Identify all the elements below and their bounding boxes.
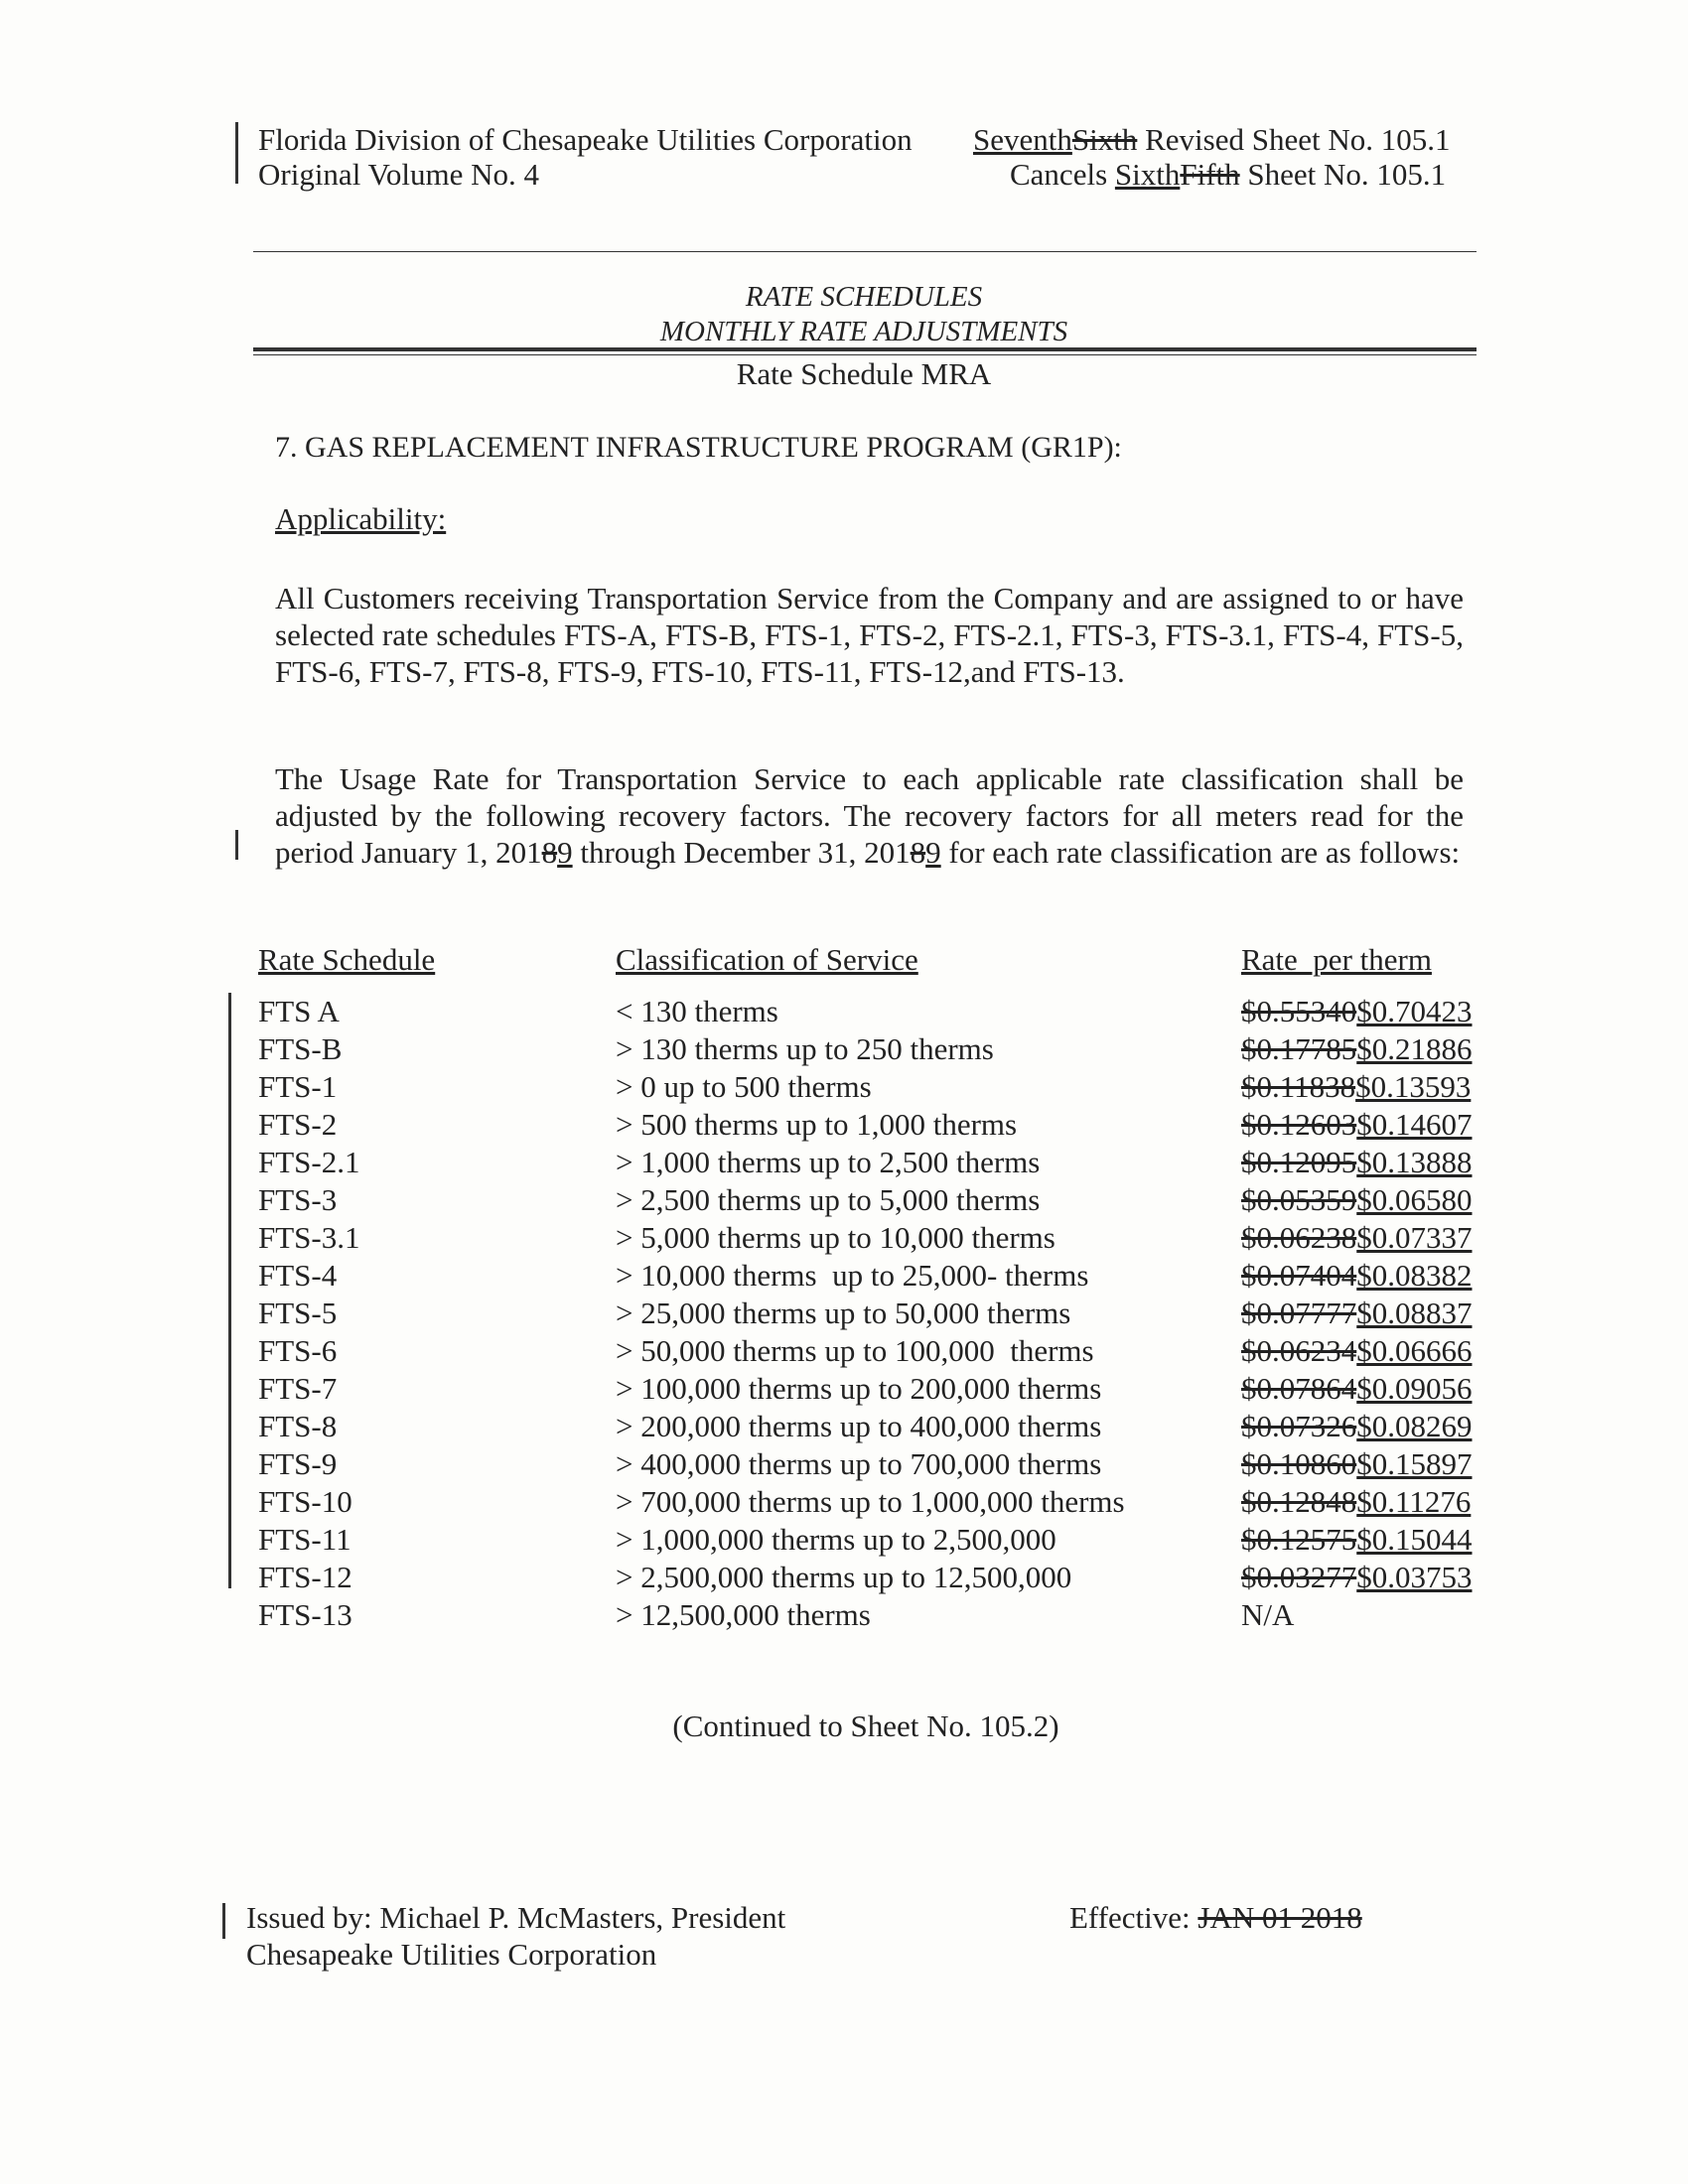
sheet-rest-text: Revised Sheet No. 105.1: [1137, 122, 1451, 157]
rate-cell: [1241, 1068, 1471, 1106]
rate-schedule-cell: FTS-1: [258, 1069, 338, 1104]
rate-schedule-cell: FTS-3: [258, 1182, 338, 1217]
usage-rate-paragraph: [275, 760, 1464, 871]
rate-schedule-cell: FTS-12: [258, 1560, 352, 1594]
issuer-company: Chesapeake Utilities Corporation: [246, 1937, 657, 1972]
new-rate: $0.21886: [1356, 1031, 1473, 1066]
table-row: [0, 1295, 1688, 1332]
rate-cell: [1241, 1144, 1473, 1181]
table-row: [0, 1445, 1688, 1483]
rate-cell: [1241, 1219, 1473, 1257]
issued-by: Issued by: Michael P. McMasters, President: [246, 1900, 786, 1935]
rate-schedule-cell: FTS-3.1: [258, 1220, 360, 1255]
cancels-sheet: [1010, 156, 1446, 193]
old-rate: $0.06234: [1241, 1333, 1357, 1368]
old-rate: $0.07777: [1241, 1296, 1357, 1330]
new-rate: $0.08382: [1356, 1258, 1473, 1293]
old-rate: $0.11838: [1241, 1069, 1356, 1104]
new-rate: $0.06580: [1356, 1182, 1473, 1217]
classification-cell: > 700,000 therms up to 1,000,000 therms: [616, 1484, 1125, 1519]
classification-cell: > 2,500,000 therms up to 12,500,000: [616, 1560, 1072, 1594]
sheet-number: [973, 121, 1450, 158]
new-rate: $0.13593: [1355, 1069, 1472, 1104]
new-rate: $0.15897: [1356, 1446, 1473, 1481]
rate-cell: [1241, 1596, 1294, 1634]
table-row: [0, 1106, 1688, 1144]
rate-schedule-cell: FTS-5: [258, 1296, 338, 1330]
classification-cell: > 100,000 therms up to 200,000 therms: [616, 1371, 1102, 1406]
section-heading: 7. GAS REPLACEMENT INFRASTRUCTURE PROGRAM (GR1P):: [275, 431, 1122, 464]
rate-schedule-cell: FTS-4: [258, 1258, 338, 1293]
rate-schedule-cell: FTS-11: [258, 1522, 352, 1557]
para2-text-a: The Usage Rate for Transportation Service to each applicable rate classification shall be adjusted by the following recovery factors. The recovery factors for all meters read for the period January 1, 201: [275, 761, 1464, 870]
para2-text-c: for each rate classification are as follows:: [940, 835, 1461, 870]
rate-cell: [1241, 1559, 1473, 1596]
header-classification: Classification of Service: [616, 942, 918, 977]
old-rate: $0.12603: [1241, 1107, 1357, 1142]
rate-cell: [1241, 1483, 1471, 1521]
rate-cell: [1241, 1181, 1473, 1219]
old-rate: $0.03277: [1241, 1560, 1357, 1594]
old-rate: $0.06238: [1241, 1220, 1357, 1255]
rate-cell: [1241, 1106, 1473, 1144]
title-rate-schedules: RATE SCHEDULES: [745, 281, 983, 313]
change-bar: [222, 1903, 225, 1939]
table-row: [0, 1068, 1688, 1106]
rate-cell: [1241, 1370, 1473, 1408]
rate-cell: [1241, 1257, 1473, 1295]
para2-inserted-year: 9: [557, 835, 573, 870]
classification-cell: > 25,000 therms up to 50,000 therms: [616, 1296, 1071, 1330]
table-row: [0, 1257, 1688, 1295]
rate-schedule-cell: FTS-2.1: [258, 1145, 360, 1179]
effective-deleted-date: JAN 01 2018: [1197, 1900, 1362, 1935]
old-rate: $0.12095: [1241, 1145, 1357, 1179]
rate-schedule-cell: FTS-8: [258, 1409, 338, 1443]
title-monthly-rate-adjustments: MONTHLY RATE ADJUSTMENTS: [659, 316, 1068, 347]
new-rate: N/A: [1241, 1597, 1295, 1632]
classification-cell: > 130 therms up to 250 therms: [616, 1031, 994, 1066]
rate-cell: [1241, 1332, 1473, 1370]
cancels-prefix: Cancels: [1010, 157, 1115, 192]
table-row: [0, 1559, 1688, 1596]
rate-schedule-cell: FTS-7: [258, 1371, 338, 1406]
new-rate: $0.09056: [1356, 1371, 1473, 1406]
rate-schedule-cell: FTS-13: [258, 1597, 352, 1632]
old-rate: $0.12848: [1241, 1484, 1357, 1519]
table-row: [0, 1030, 1688, 1068]
rate-schedule-cell: FTS-6: [258, 1333, 338, 1368]
new-rate: $0.15044: [1356, 1522, 1473, 1557]
classification-cell: > 50,000 therms up to 100,000 therms: [616, 1333, 1094, 1368]
table-row: [0, 1219, 1688, 1257]
table-row: [0, 1332, 1688, 1370]
old-rate: $0.07404: [1241, 1258, 1357, 1293]
para2-deleted-year: 8: [541, 835, 558, 870]
table-row: [0, 993, 1688, 1030]
old-rate: $0.07326: [1241, 1409, 1357, 1443]
classification-cell: > 200,000 therms up to 400,000 therms: [616, 1409, 1102, 1443]
table-row: [0, 1408, 1688, 1445]
rate-cell: [1241, 1295, 1473, 1332]
table-header-row: [0, 941, 1688, 979]
classification-cell: > 5,000 therms up to 10,000 therms: [616, 1220, 1055, 1255]
para2-deleted-year: 8: [910, 835, 926, 870]
classification-cell: > 400,000 therms up to 700,000 therms: [616, 1446, 1102, 1481]
new-rate: $0.14607: [1356, 1107, 1473, 1142]
classification-cell: > 12,500,000 therms: [616, 1597, 871, 1632]
rate-schedule-cell: FTS-B: [258, 1031, 343, 1066]
title-rule: [253, 347, 1477, 351]
classification-cell: > 10,000 therms up to 25,000- therms: [616, 1258, 1089, 1293]
old-rate: $0.07864: [1241, 1371, 1357, 1406]
classification-cell: > 2,500 therms up to 5,000 therms: [616, 1182, 1041, 1217]
new-rate: $0.13888: [1356, 1145, 1473, 1179]
new-rate: $0.07337: [1356, 1220, 1473, 1255]
new-rate: $0.08837: [1356, 1296, 1473, 1330]
table-row: [0, 1181, 1688, 1219]
table-row: [0, 1521, 1688, 1559]
change-bar: [235, 830, 238, 860]
applicability-paragraph: All Customers receiving Transportation Service from the Company and are assigned to or have selected rate schedules FTS-A, FTS-B, FTS-1, FTS-2, FTS-2.1, FTS-3, FTS-3.1, FTS-4, FTS-5, FTS-6, FTS-7, FTS-8, FTS-9, FTS-10, FTS-11, FTS-12,and FTS-13.: [275, 581, 1464, 689]
new-rate: $0.03753: [1356, 1560, 1473, 1594]
cancels-deleted-text: Fifth: [1180, 157, 1240, 192]
para2-text-b: through December 31, 201: [572, 835, 911, 870]
applicability-heading: Applicability:: [275, 501, 447, 536]
rate-schedule-cell: FTS-9: [258, 1446, 338, 1481]
rate-cell: [1241, 1030, 1473, 1068]
effective-date: [1069, 1899, 1362, 1936]
change-bar: [235, 122, 238, 184]
cancels-rest-text: Sheet No. 105.1: [1239, 157, 1447, 192]
volume-number: Original Volume No. 4: [258, 157, 540, 192]
new-rate: $0.08269: [1356, 1409, 1473, 1443]
cancels-inserted-text: Sixth: [1114, 157, 1181, 192]
header-divider: [253, 251, 1477, 252]
rate-schedule-cell: FTS A: [258, 994, 340, 1028]
table-row: [0, 1483, 1688, 1521]
sheet-inserted-text: Seventh: [973, 122, 1072, 157]
table-row: [0, 1370, 1688, 1408]
new-rate: $0.70423: [1356, 994, 1473, 1028]
old-rate: $0.05359: [1241, 1182, 1357, 1217]
continued-note: (Continued to Sheet No. 105.2): [672, 1708, 1059, 1743]
table-row: [0, 1144, 1688, 1181]
old-rate: $0.55340: [1241, 994, 1357, 1028]
sheet-deleted-text: Sixth: [1071, 122, 1138, 157]
para2-inserted-year: 9: [925, 835, 941, 870]
classification-cell: > 1,000 therms up to 2,500 therms: [616, 1145, 1041, 1179]
classification-cell: < 130 therms: [616, 994, 778, 1028]
old-rate: $0.10860: [1241, 1446, 1357, 1481]
old-rate: $0.17785: [1241, 1031, 1357, 1066]
new-rate: $0.11276: [1356, 1484, 1472, 1519]
company-name: Florida Division of Chesapeake Utilities Corporation: [258, 122, 913, 157]
header-rate-schedule: Rate Schedule: [258, 942, 436, 977]
rate-cell: [1241, 1521, 1473, 1559]
rate-cell: [1241, 1408, 1473, 1445]
rate-cell: [1241, 1445, 1473, 1483]
new-rate: $0.06666: [1356, 1333, 1473, 1368]
rate-cell: [1241, 993, 1473, 1030]
old-rate: $0.12575: [1241, 1522, 1357, 1557]
rate-schedule-cell: FTS-2: [258, 1107, 338, 1142]
classification-cell: > 500 therms up to 1,000 therms: [616, 1107, 1018, 1142]
classification-cell: > 1,000,000 therms up to 2,500,000: [616, 1522, 1056, 1557]
table-row: [0, 1596, 1688, 1634]
rate-schedule-name: Rate Schedule MRA: [736, 356, 992, 391]
rate-schedule-cell: FTS-10: [258, 1484, 352, 1519]
header-rate-per-therm: Rate per therm: [1241, 942, 1432, 977]
effective-label: Effective:: [1069, 1900, 1198, 1935]
classification-cell: > 0 up to 500 therms: [616, 1069, 872, 1104]
